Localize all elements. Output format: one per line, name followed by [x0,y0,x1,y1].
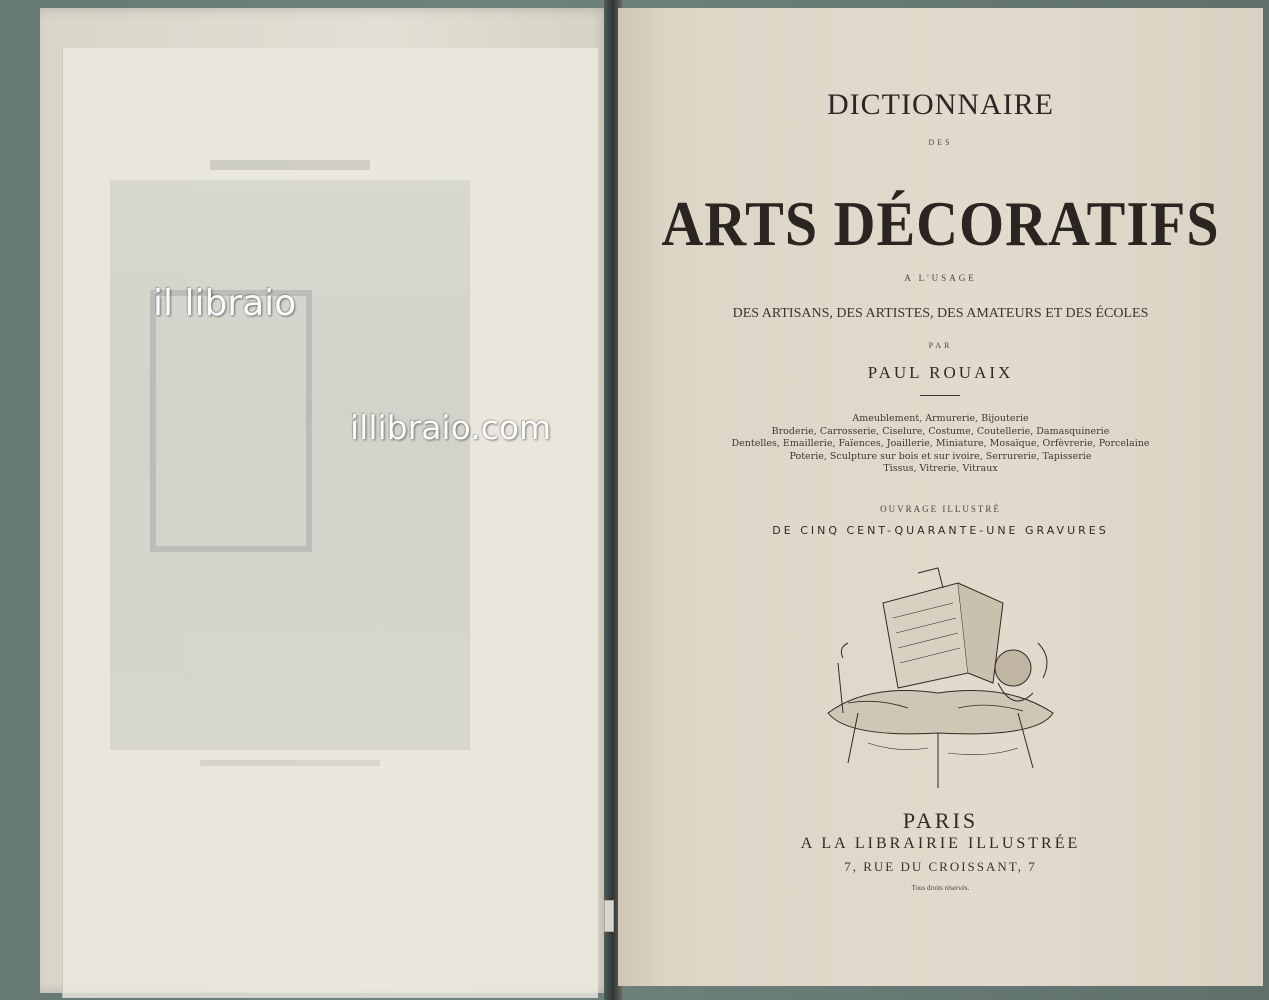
frontispiece-caption-ghost [200,760,380,766]
imprint-city: PARIS [902,808,979,833]
watermark-url: illibraio.com [350,408,552,447]
title-page [618,8,1263,986]
title-small: DICTIONNAIRE [827,88,1054,121]
audience-line: DES ARTISANS, DES ARTISTES, DES AMATEURS ET DES ÉCOLES [732,306,1149,321]
vignette-engraving [788,563,1088,793]
topics-line: Ameublement, Armurerie, Bijouterie [852,413,1029,424]
title-large: ARTS DÉCORATIFS [661,187,1220,260]
usage-line: A L'USAGE [904,273,977,283]
topics-line: Broderie, Carrosserie, Ciselure, Costume, Coutellerie, Damasquinerie [771,425,1110,437]
imprint-address: 7, RUE DU CROISSANT, 7 [844,859,1037,874]
author-name: PAUL ROUAIX [867,363,1014,382]
frontispiece-title-ghost [210,160,370,170]
topics-line: Tissus, Vitrerie, Vitraux [883,463,998,474]
imprint-publisher: A LA LIBRAIRIE ILLUSTRÉE [800,835,1081,852]
frontispiece-doorway-ghost [150,290,312,552]
topics-line: Poterie, Sculpture sur bois et sur ivoire, Serrurerie, Tapisserie [789,450,1092,462]
topics-line: Dentelles, Emaillerie, Faïences, Joaillerie, Miniature, Mosaïque, Orfèvrerie, Porcelaine [731,438,1150,449]
gravures-line: DE CINQ CENT-QUARANTE-UNE GRAVURES [772,524,1109,537]
rights-notice: Tous droits réservés. [911,884,970,892]
page-clip [604,900,614,932]
par-line: PAR [928,341,953,350]
divider-rule [920,395,960,396]
ouvrage-line: OUVRAGE ILLUSTRÉ [880,504,1001,514]
watermark-text: il libraio [153,283,297,324]
title-connector: DES [928,138,953,147]
topics-list [618,413,1263,476]
